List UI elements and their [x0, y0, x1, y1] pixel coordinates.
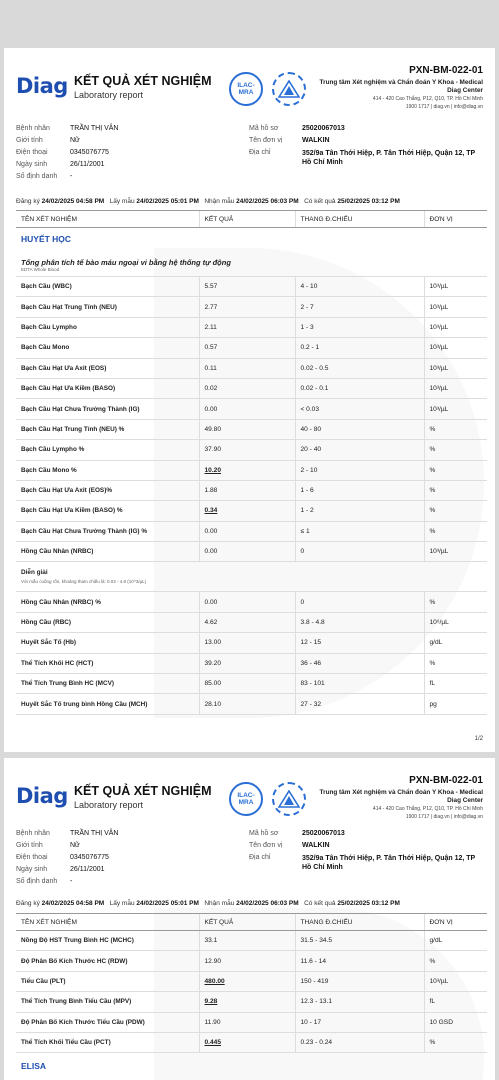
table-row [16, 951, 487, 971]
reference-range: 36 - 46 [295, 653, 424, 673]
table-row [16, 399, 487, 419]
reference-range: 3.8 - 4.8 [295, 612, 424, 632]
test-name: Bạch Cầu Hạt Ưa Axit (EOS)% [16, 480, 199, 500]
reference-range: 31.5 - 34.5 [295, 931, 424, 951]
unit-value: % [424, 480, 487, 500]
unit-value: 10³/µL [424, 317, 487, 337]
id-value: - [70, 878, 73, 885]
unit-value: % [424, 440, 487, 460]
dob-value: 26/11/2001 [70, 161, 105, 168]
patient-info [4, 110, 495, 180]
table-row [16, 297, 487, 317]
sample-type: EDTA Whole Blood [21, 266, 60, 272]
test-name: Bạch Cầu Hạt Trung Tính (NEU) [16, 297, 199, 317]
test-name: Nồng Độ HST Trung Bình HC (MCHC) [16, 931, 199, 951]
result-value: 0.00 [199, 542, 295, 562]
table-row [16, 653, 487, 673]
reference-range: 2 - 10 [295, 460, 424, 480]
unit-value: 10 GSD [424, 1012, 487, 1032]
result-value: 39.20 [199, 653, 295, 673]
record-label: Mã hồ sơ [249, 125, 279, 132]
patient-name-label: Bệnh nhân [16, 830, 50, 837]
test-name: Độ Phân Bố Kích Thước Tiểu Cầu (PDW) [16, 1012, 199, 1032]
test-name: Bạch Cầu Hạt Trung Tính (NEU) % [16, 419, 199, 439]
test-name: Thể Tích Trung Bình HC (MCV) [16, 674, 199, 694]
address-label: Địa chỉ [249, 854, 271, 861]
test-name: Hồng Cầu Nhân (NRBC) % [16, 592, 199, 612]
result-value: 28.10 [199, 694, 295, 714]
section-row [16, 228, 487, 251]
note-text: Với mẫu cuống rốn, khoảng tham chiếu là: 0.03 - 4.8 (10^3/µL) [21, 579, 147, 585]
result-value: 0.00 [199, 399, 295, 419]
reference-range: 1 - 6 [295, 480, 424, 500]
table-row [16, 277, 487, 297]
reference-range: 27 - 32 [295, 694, 424, 714]
gender-label: Giới tính [16, 137, 43, 144]
address-value: 352/9a Tân Thới Hiệp, P. Tân Thới Hiệp, Quận 12, TP Hồ Chí Minh [302, 855, 476, 872]
unit-value: 10³/µL [424, 378, 487, 398]
patient-name-label: Bệnh nhân [16, 125, 50, 132]
table-row [16, 592, 487, 612]
page-number: 1/2 [474, 736, 483, 742]
reference-range: 0.2 - 1 [295, 338, 424, 358]
report-header [4, 48, 495, 110]
phone-label: Điện thoại [16, 854, 48, 861]
report-title-en: Laboratory report [74, 800, 144, 810]
result-value: 49.80 [199, 419, 295, 439]
report-page-2 [4, 758, 495, 1080]
report-title [74, 74, 212, 100]
note-row [16, 562, 487, 592]
center-name: Trung tâm Xét nghiệm và Chẩn đoán Y Khoa - Medical Diag Center [319, 79, 483, 94]
doc-code: PXN-BM-022-01 [409, 775, 483, 786]
report-title-vn: KẾT QUẢ XÉT NGHIỆM [74, 784, 212, 798]
reference-range: 1 - 2 [295, 501, 424, 521]
col-unit: ĐƠN VỊ [424, 914, 487, 931]
test-name: Bạch Cầu (WBC) [16, 277, 199, 297]
unit-value: 10³/µL [424, 297, 487, 317]
col-test-name: TÊN XÉT NGHIỆM [16, 211, 199, 228]
id-label: Số định danh [16, 878, 58, 885]
diag-logo: Diag [16, 74, 68, 98]
test-name: Bạch Cầu Hạt Ưa Kiềm (BASO) [16, 378, 199, 398]
report-title [74, 784, 212, 810]
center-info [313, 775, 483, 822]
unit-value: 10⁶/µL [424, 612, 487, 632]
reference-range: 12 - 15 [295, 633, 424, 653]
table-header [16, 914, 487, 931]
table-row [16, 501, 487, 521]
result-value: 5.57 [199, 277, 295, 297]
col-range: THANG Đ.CHIẾU [295, 914, 424, 931]
table-row [16, 931, 487, 951]
report-title-en: Laboratory report [74, 90, 144, 100]
test-name: Thể Tích Khối Tiểu Cầu (PCT) [16, 1032, 199, 1052]
test-name: Thể Tích Khối HC (HCT) [16, 653, 199, 673]
reference-range: 0.02 - 0.1 [295, 378, 424, 398]
gender-value: Nữ [70, 842, 80, 849]
record-value: 25020067013 [302, 125, 345, 132]
result-value: 0.02 [199, 378, 295, 398]
table-row [16, 1032, 487, 1052]
unit-value: g/dL [424, 931, 487, 951]
result-value: 10.20 [199, 460, 295, 480]
ilac-mra-seal-icon: ILAC-MRA [229, 782, 263, 816]
unit-value: fL [424, 674, 487, 694]
result-value: 4.62 [199, 612, 295, 632]
section-title: ELISA [21, 1061, 47, 1072]
unit-value: % [424, 1032, 487, 1052]
reference-range: 2 - 7 [295, 297, 424, 317]
table-row [16, 378, 487, 398]
results-table [16, 210, 487, 715]
unit-value: % [424, 521, 487, 541]
subsection-row [16, 251, 487, 277]
unit-value: 10³/µL [424, 277, 487, 297]
phone-value: 0345076775 [70, 149, 109, 156]
unit-label: Tên đơn vị [249, 842, 283, 849]
phone-label: Điện thoại [16, 149, 48, 156]
address-value: 352/9a Tân Thới Hiệp, P. Tân Thới Hiệp, Quận 12, TP Hồ Chí Minh [302, 150, 476, 167]
id-value: - [70, 173, 73, 180]
reference-range: ≤ 1 [295, 521, 424, 541]
report-header [4, 758, 495, 820]
result-value: 0.445 [199, 1032, 295, 1052]
table-row [16, 542, 487, 562]
table-row [16, 612, 487, 632]
unit-label: Tên đơn vị [249, 137, 283, 144]
test-name: Bạch Cầu Mono % [16, 460, 199, 480]
date-line: Đăng ký 24/02/2025 04:58 PM Lấy mẫu 24/02/2025 05:01 PM Nhận mẫu 24/02/2025 06:03 PM Có kết quả 25/02/2025 03:12 PM [16, 198, 400, 205]
doc-code: PXN-BM-022-01 [409, 65, 483, 76]
note-label: Diễn giải [21, 569, 48, 577]
test-name: Bạch Cầu Lympho [16, 317, 199, 337]
result-value: 33.1 [199, 931, 295, 951]
address-label: Địa chỉ [249, 149, 271, 156]
unit-value: % [424, 460, 487, 480]
test-name: Tiểu Cầu (PLT) [16, 971, 199, 991]
reference-range: 0 [295, 542, 424, 562]
reference-range: 0.23 - 0.24 [295, 1032, 424, 1052]
reference-range: 83 - 101 [295, 674, 424, 694]
col-result: KẾT QUẢ [199, 914, 295, 931]
table-row [16, 317, 487, 337]
reference-range: 40 - 80 [295, 419, 424, 439]
result-value: 2.77 [199, 297, 295, 317]
result-value: 12.90 [199, 951, 295, 971]
record-value: 25020067013 [302, 830, 345, 837]
result-value: 13.00 [199, 633, 295, 653]
unit-value: g/dL [424, 633, 487, 653]
table-row [16, 440, 487, 460]
patient-name: TRẦN THỊ VÂN [70, 125, 119, 132]
table-row [16, 674, 487, 694]
section-title: HUYẾT HỌC [21, 234, 72, 245]
unit-value: % [424, 419, 487, 439]
center-info [313, 65, 483, 112]
col-unit: ĐƠN VỊ [424, 211, 487, 228]
result-value: 2.11 [199, 317, 295, 337]
center-contact: 1900 1717 | diag.vn | info@diag.vn [405, 814, 483, 821]
table-header [16, 211, 487, 228]
table-row [16, 521, 487, 541]
record-label: Mã hồ sơ [249, 830, 279, 837]
result-value: 0.34 [199, 501, 295, 521]
dob-value: 26/11/2001 [70, 866, 105, 873]
reference-range: < 0.03 [295, 399, 424, 419]
gender-label: Giới tính [16, 842, 43, 849]
table-row [16, 358, 487, 378]
accreditation-seal-icon [272, 782, 306, 816]
report-page-1 [4, 48, 495, 752]
reference-range: 11.6 - 14 [295, 951, 424, 971]
result-value: 0.00 [199, 521, 295, 541]
reference-range: 0.02 - 0.5 [295, 358, 424, 378]
accreditation-seal-icon [272, 72, 306, 106]
col-range: THANG Đ.CHIẾU [295, 211, 424, 228]
reference-range: 20 - 40 [295, 440, 424, 460]
unit-value: pg [424, 694, 487, 714]
col-test-name: TÊN XÉT NGHIỆM [16, 914, 199, 931]
unit-value: WALKIN [302, 842, 330, 849]
unit-value: 10³/µL [424, 358, 487, 378]
date-line: Đăng ký 24/02/2025 04:58 PM Lấy mẫu 24/02/2025 05:01 PM Nhận mẫu 24/02/2025 06:03 PM Có kết quả 25/02/2025 03:12 PM [16, 900, 400, 907]
unit-value: fL [424, 992, 487, 1012]
reference-range: 12.3 - 13.1 [295, 992, 424, 1012]
reference-range: 1 - 3 [295, 317, 424, 337]
result-value: 9.28 [199, 992, 295, 1012]
table-row [16, 480, 487, 500]
test-name: Bạch Cầu Mono [16, 338, 199, 358]
result-value: 0.00 [199, 592, 295, 612]
id-label: Số định danh [16, 173, 58, 180]
result-value: 480.00 [199, 971, 295, 991]
unit-value: % [424, 951, 487, 971]
table-row [16, 971, 487, 991]
reference-range: 4 - 10 [295, 277, 424, 297]
unit-value: WALKIN [302, 137, 330, 144]
result-value: 85.00 [199, 674, 295, 694]
subsection-title: Tổng phân tích tế bào máu ngoại vi bằng hệ thống tự động [21, 257, 231, 267]
dob-label: Ngày sinh [16, 161, 48, 168]
dob-label: Ngày sinh [16, 866, 48, 873]
results-table [16, 913, 487, 1079]
unit-value: 10³/µL [424, 971, 487, 991]
reference-range: 0 [295, 592, 424, 612]
test-name: Hồng Cầu Nhân (NRBC) [16, 542, 199, 562]
phone-value: 0345076775 [70, 854, 109, 861]
test-name: Huyết Sắc Tố (Hb) [16, 633, 199, 653]
unit-value: % [424, 501, 487, 521]
patient-info [4, 820, 495, 884]
table-row [16, 460, 487, 480]
table-row [16, 694, 487, 714]
unit-value: % [424, 653, 487, 673]
table-row [16, 1012, 487, 1032]
test-name: Bạch Cầu Hạt Chưa Trưởng Thành (IG) % [16, 521, 199, 541]
reference-range: 150 - 419 [295, 971, 424, 991]
test-name: Bạch Cầu Hạt Ưa Kiềm (BASO) % [16, 501, 199, 521]
result-value: 0.57 [199, 338, 295, 358]
gender-value: Nữ [70, 137, 80, 144]
report-title-vn: KẾT QUẢ XÉT NGHIỆM [74, 74, 212, 88]
table-row [16, 419, 487, 439]
section-row [16, 1053, 487, 1079]
table-row [16, 633, 487, 653]
center-name: Trung tâm Xét nghiệm và Chẩn đoán Y Khoa - Medical Diag Center [319, 789, 483, 804]
unit-value: 10³/µL [424, 338, 487, 358]
ilac-mra-seal-icon: ILAC-MRA [229, 72, 263, 106]
test-name: Thể Tích Trung Bình Tiểu Cầu (MPV) [16, 992, 199, 1012]
table-row [16, 992, 487, 1012]
unit-value: 10³/µL [424, 399, 487, 419]
center-address: 414 - 420 Cao Thắng, P12, Q10, TP. Hồ Chí Minh [372, 96, 483, 102]
test-name: Hồng Cầu (RBC) [16, 612, 199, 632]
unit-value: % [424, 592, 487, 612]
unit-value: 10³/µL [424, 542, 487, 562]
result-value: 37.90 [199, 440, 295, 460]
col-result: KẾT QUẢ [199, 211, 295, 228]
diag-logo: Diag [16, 784, 68, 808]
reference-range: 10 - 17 [295, 1012, 424, 1032]
result-value: 0.11 [199, 358, 295, 378]
test-name: Bạch Cầu Hạt Ưa Axit (EOS) [16, 358, 199, 378]
test-name: Bạch Cầu Lympho % [16, 440, 199, 460]
center-contact: 1900 1717 | diag.vn | info@diag.vn [405, 104, 483, 111]
result-value: 11.90 [199, 1012, 295, 1032]
test-name: Độ Phân Bố Kích Thước HC (RDW) [16, 951, 199, 971]
patient-name: TRẦN THỊ VÂN [70, 830, 119, 837]
center-address: 414 - 420 Cao Thắng, P12, Q10, TP. Hồ Chí Minh [372, 806, 483, 812]
result-value: 1.88 [199, 480, 295, 500]
test-name: Huyết Sắc Tố trung bình Hồng Cầu (MCH) [16, 694, 199, 714]
table-row [16, 338, 487, 358]
test-name: Bạch Cầu Hạt Chưa Trưởng Thành (IG) [16, 399, 199, 419]
